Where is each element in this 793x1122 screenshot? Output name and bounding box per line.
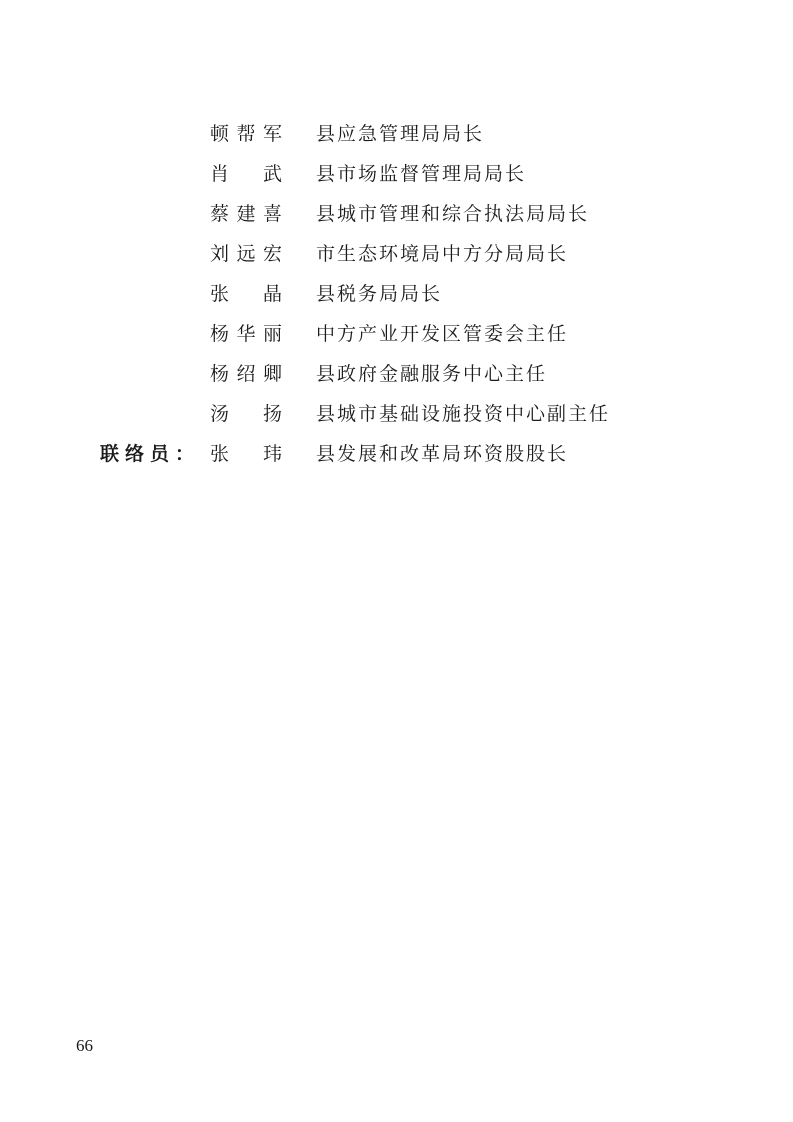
roster-row xyxy=(100,272,700,312)
member-roster xyxy=(100,112,700,472)
member-title: 县税务局局长 xyxy=(316,282,443,305)
roster-row xyxy=(100,312,700,352)
roster-row xyxy=(100,232,700,272)
liaison-label: 联络员： xyxy=(100,442,201,465)
member-title: 中方产业开发区管委会主任 xyxy=(316,322,569,345)
member-name: 蔡建喜 xyxy=(210,202,284,225)
member-name: 张 玮 xyxy=(210,442,284,465)
roster-row xyxy=(100,152,700,192)
member-title: 县发展和改革局环资股股长 xyxy=(316,442,569,465)
roster-row-liaison xyxy=(100,432,700,472)
member-title: 县市场监督管理局局长 xyxy=(316,162,527,185)
member-name: 杨绍卿 xyxy=(210,362,284,385)
member-title: 县政府金融服务中心主任 xyxy=(316,362,548,385)
roster-row xyxy=(100,392,700,432)
page-number: 66 xyxy=(76,1036,93,1055)
roster-row xyxy=(100,112,700,152)
member-name: 肖 武 xyxy=(210,162,284,185)
member-name: 刘远宏 xyxy=(210,242,284,265)
member-name: 张 晶 xyxy=(210,282,284,305)
member-title: 县城市基础设施投资中心副主任 xyxy=(316,402,611,425)
member-title: 市生态环境局中方分局局长 xyxy=(316,242,569,265)
roster-row xyxy=(100,192,700,232)
roster-row xyxy=(100,352,700,392)
member-title: 县城市管理和综合执法局局长 xyxy=(316,202,590,225)
member-name: 顿帮军 xyxy=(210,122,284,145)
member-name: 杨华丽 xyxy=(210,322,284,345)
member-title: 县应急管理局局长 xyxy=(316,122,485,145)
member-name: 汤 扬 xyxy=(210,402,284,425)
